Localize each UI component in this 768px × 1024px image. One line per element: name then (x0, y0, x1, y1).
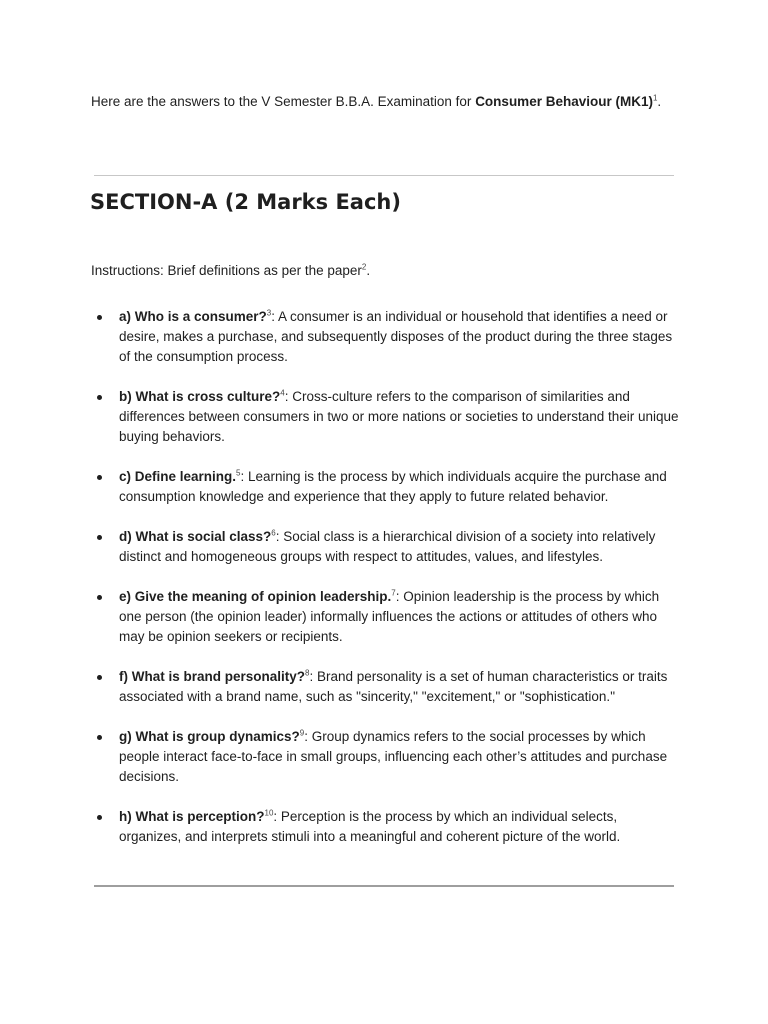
question-text: g) What is group dynamics? (119, 729, 300, 744)
list-item (91, 727, 681, 787)
question-text: h) What is perception? (119, 809, 265, 824)
question-list (91, 307, 681, 867)
bullet-icon (97, 595, 102, 600)
answer-text: : Perception is the process by which an individual selects, organizes, and interprets stimuli into a meaningful and coherent picture of the world. (119, 809, 621, 844)
question-text: e) Give the meaning of opinion leadership. (119, 589, 392, 604)
intro-paragraph (91, 92, 711, 112)
question-citation: 5 (236, 468, 241, 478)
answer-text: : A consumer is an individual or household that identifies a need or desire, makes a purchase, and subsequently disposes of the product during the three stages of the consumption process. (119, 309, 673, 364)
question-text: d) What is social class? (119, 529, 272, 544)
list-item (91, 807, 681, 847)
section-heading: SECTION-A (2 Marks Each) (90, 190, 401, 214)
question-citation: 3 (266, 308, 272, 318)
answer-text: : Learning is the process by which individuals acquire the purchase and consumption knowledge and experience that they apply to future related behavior. (119, 469, 667, 504)
question-citation: 4 (280, 388, 285, 398)
list-item (91, 527, 681, 567)
instructions-paragraph (91, 261, 711, 281)
question-text: f) What is brand personality? (119, 669, 306, 684)
question-text: a) Who is a consumer? (119, 309, 267, 324)
answer-text: : Social class is a hierarchical division of a society into relatively distinct and homogeneous groups with respect to attitudes, values, and lifestyles. (119, 529, 656, 564)
answer-text: : Group dynamics refers to the social processes by which people interact face-to-face in small groups, influencing each other’s attitudes and purchase decisions. (119, 729, 668, 784)
list-item (91, 387, 681, 447)
answer-text: : Brand personality is a set of human characteristics or traits associated with a brand name, such as "sincerity," "excitement," or "sophistication." (119, 669, 668, 704)
bullet-icon (97, 815, 102, 820)
intro-period: . (657, 94, 662, 109)
list-item (91, 667, 681, 707)
bullet-icon (97, 535, 102, 540)
list-item (91, 587, 681, 647)
question-citation: 7 (391, 588, 396, 598)
top-divider (94, 175, 674, 176)
intro-text: Here are the answers to the V Semester B.B.A. Examination for (91, 94, 476, 109)
instructions-citation: 2 (361, 262, 367, 272)
course-title: Consumer Behaviour (MK1) (475, 94, 653, 109)
list-item (91, 307, 681, 367)
question-citation: 6 (271, 528, 276, 538)
question-text: b) What is cross culture? (119, 389, 281, 404)
bullet-icon (97, 315, 102, 320)
answer-text: : Opinion leadership is the process by which one person (the opinion leader) informally influences the actions or attitudes of others who may be opinion seekers or recipients. (119, 589, 660, 644)
question-citation: 9 (299, 728, 305, 738)
question-citation: 10 (264, 808, 274, 818)
bullet-icon (97, 735, 102, 740)
bullet-icon (97, 675, 102, 680)
instructions-period: . (366, 263, 371, 278)
question-text: c) Define learning. (119, 469, 237, 484)
intro-citation: 1 (652, 93, 658, 103)
answer-text: : Cross-culture refers to the comparison of similarities and differences between consumers in two or more nations or societies to understand their unique buying behaviors. (119, 389, 679, 444)
instructions-text: Instructions: Brief definitions as per the paper (91, 263, 362, 278)
bullet-icon (97, 395, 102, 400)
bottom-divider (94, 885, 674, 887)
question-citation: 8 (305, 668, 310, 678)
bullet-icon (97, 475, 102, 480)
list-item (91, 467, 681, 507)
